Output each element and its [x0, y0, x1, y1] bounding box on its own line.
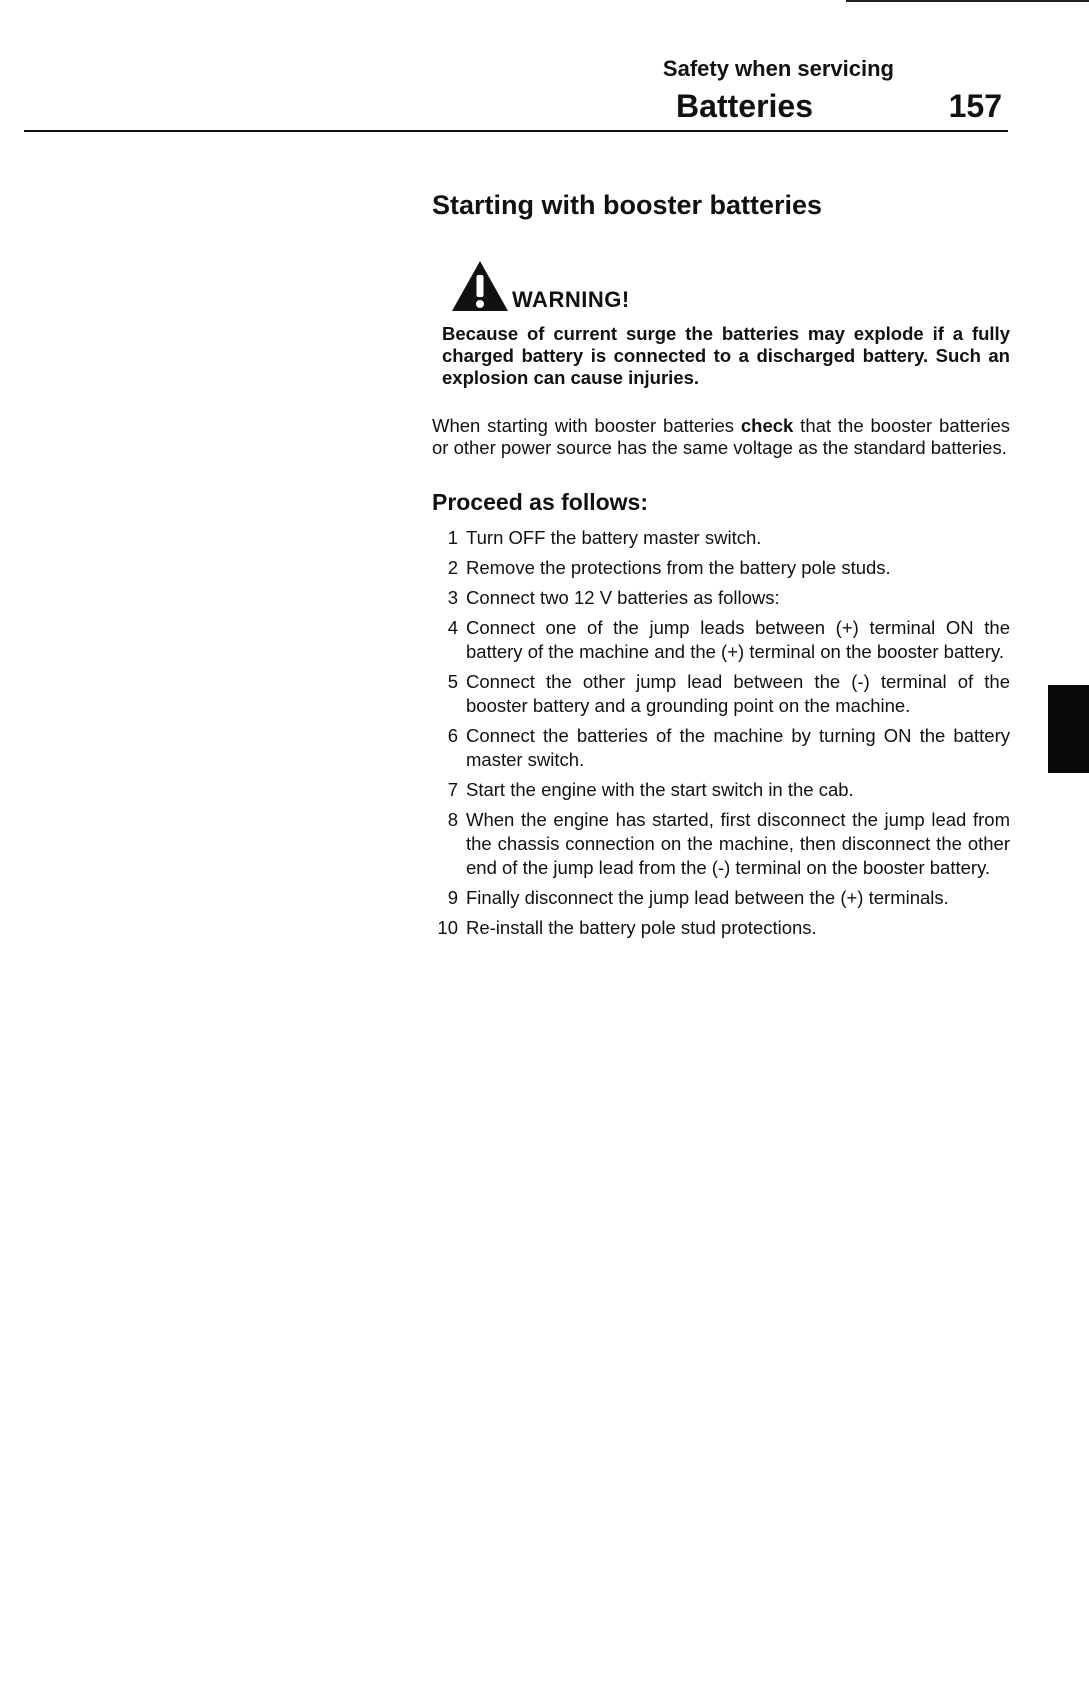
- warning-header: [450, 251, 1010, 313]
- top-rule: [846, 0, 1089, 2]
- warning-triangle-icon: [450, 259, 510, 313]
- procedure-step: [432, 616, 1010, 664]
- step-text: Connect the other jump lead between the (-) terminal of the booster battery and a grounding point on the machine.: [466, 671, 1010, 716]
- procedure-step: [432, 556, 1010, 580]
- step-number: 2: [447, 557, 458, 578]
- procedure-step: [432, 886, 1010, 910]
- step-number: 10: [437, 917, 458, 938]
- procedure-step: [432, 724, 1010, 772]
- chapter-title: Batteries: [676, 88, 813, 124]
- main-content: [432, 190, 1010, 946]
- intro-text-end: that the booster batteries or other power source has the same voltage as the standard batteries.: [432, 415, 1010, 458]
- intro-emphasis: check: [740, 415, 794, 436]
- warning-title: WARNING!: [512, 287, 630, 312]
- procedure-step: [432, 670, 1010, 718]
- step-text: Finally disconnect the jump lead between the (+) terminals.: [466, 887, 949, 908]
- step-text: Turn OFF the battery master switch.: [466, 527, 762, 548]
- step-number: 5: [447, 671, 458, 692]
- step-text: Start the engine with the start switch in the cab.: [466, 779, 854, 800]
- step-text: Connect the batteries of the machine by turning ON the battery master switch.: [466, 725, 1010, 770]
- step-text: Connect two 12 V batteries as follows:: [466, 587, 780, 608]
- step-number: 9: [447, 887, 458, 908]
- step-text: Re-install the battery pole stud protections.: [466, 917, 817, 938]
- procedure-steps: [432, 526, 1010, 940]
- intro-text-start: When starting with booster batteries: [432, 415, 741, 436]
- procedure-step: [432, 916, 1010, 940]
- procedure-heading: Proceed as follows:: [432, 489, 649, 515]
- step-number: 1: [447, 527, 458, 548]
- step-number: 8: [447, 809, 458, 830]
- procedure-step: [432, 526, 1010, 550]
- step-number: 3: [447, 587, 458, 608]
- step-number: 6: [447, 725, 458, 746]
- procedure-step: [432, 778, 1010, 802]
- step-text: When the engine has started, first disconnect the jump lead from the chassis connection on the machine, then disconnect the other end of the jump lead from the (-) terminal on the booster battery.: [466, 809, 1010, 878]
- step-number: 4: [447, 617, 458, 638]
- page-heading: Starting with booster batteries: [432, 190, 823, 220]
- section-label: Safety when servicing: [662, 56, 894, 81]
- page-header: [24, 86, 1008, 132]
- page-number: 157: [948, 88, 1002, 124]
- intro-paragraph: [432, 415, 1010, 459]
- procedure-step: [432, 808, 1010, 880]
- step-number: 7: [447, 779, 458, 800]
- thumb-index-tab: [1048, 685, 1089, 773]
- step-text: Connect one of the jump leads between (+) terminal ON the battery of the machine and the (+) terminal on the booster battery.: [466, 617, 1010, 662]
- step-text: Remove the protections from the battery pole studs.: [466, 557, 891, 578]
- procedure-step: [432, 586, 1010, 610]
- warning-text: Because of current surge the batteries may explode if a fully charged battery is connected to a discharged battery. Such an explosion can cause injuries.: [442, 323, 1010, 388]
